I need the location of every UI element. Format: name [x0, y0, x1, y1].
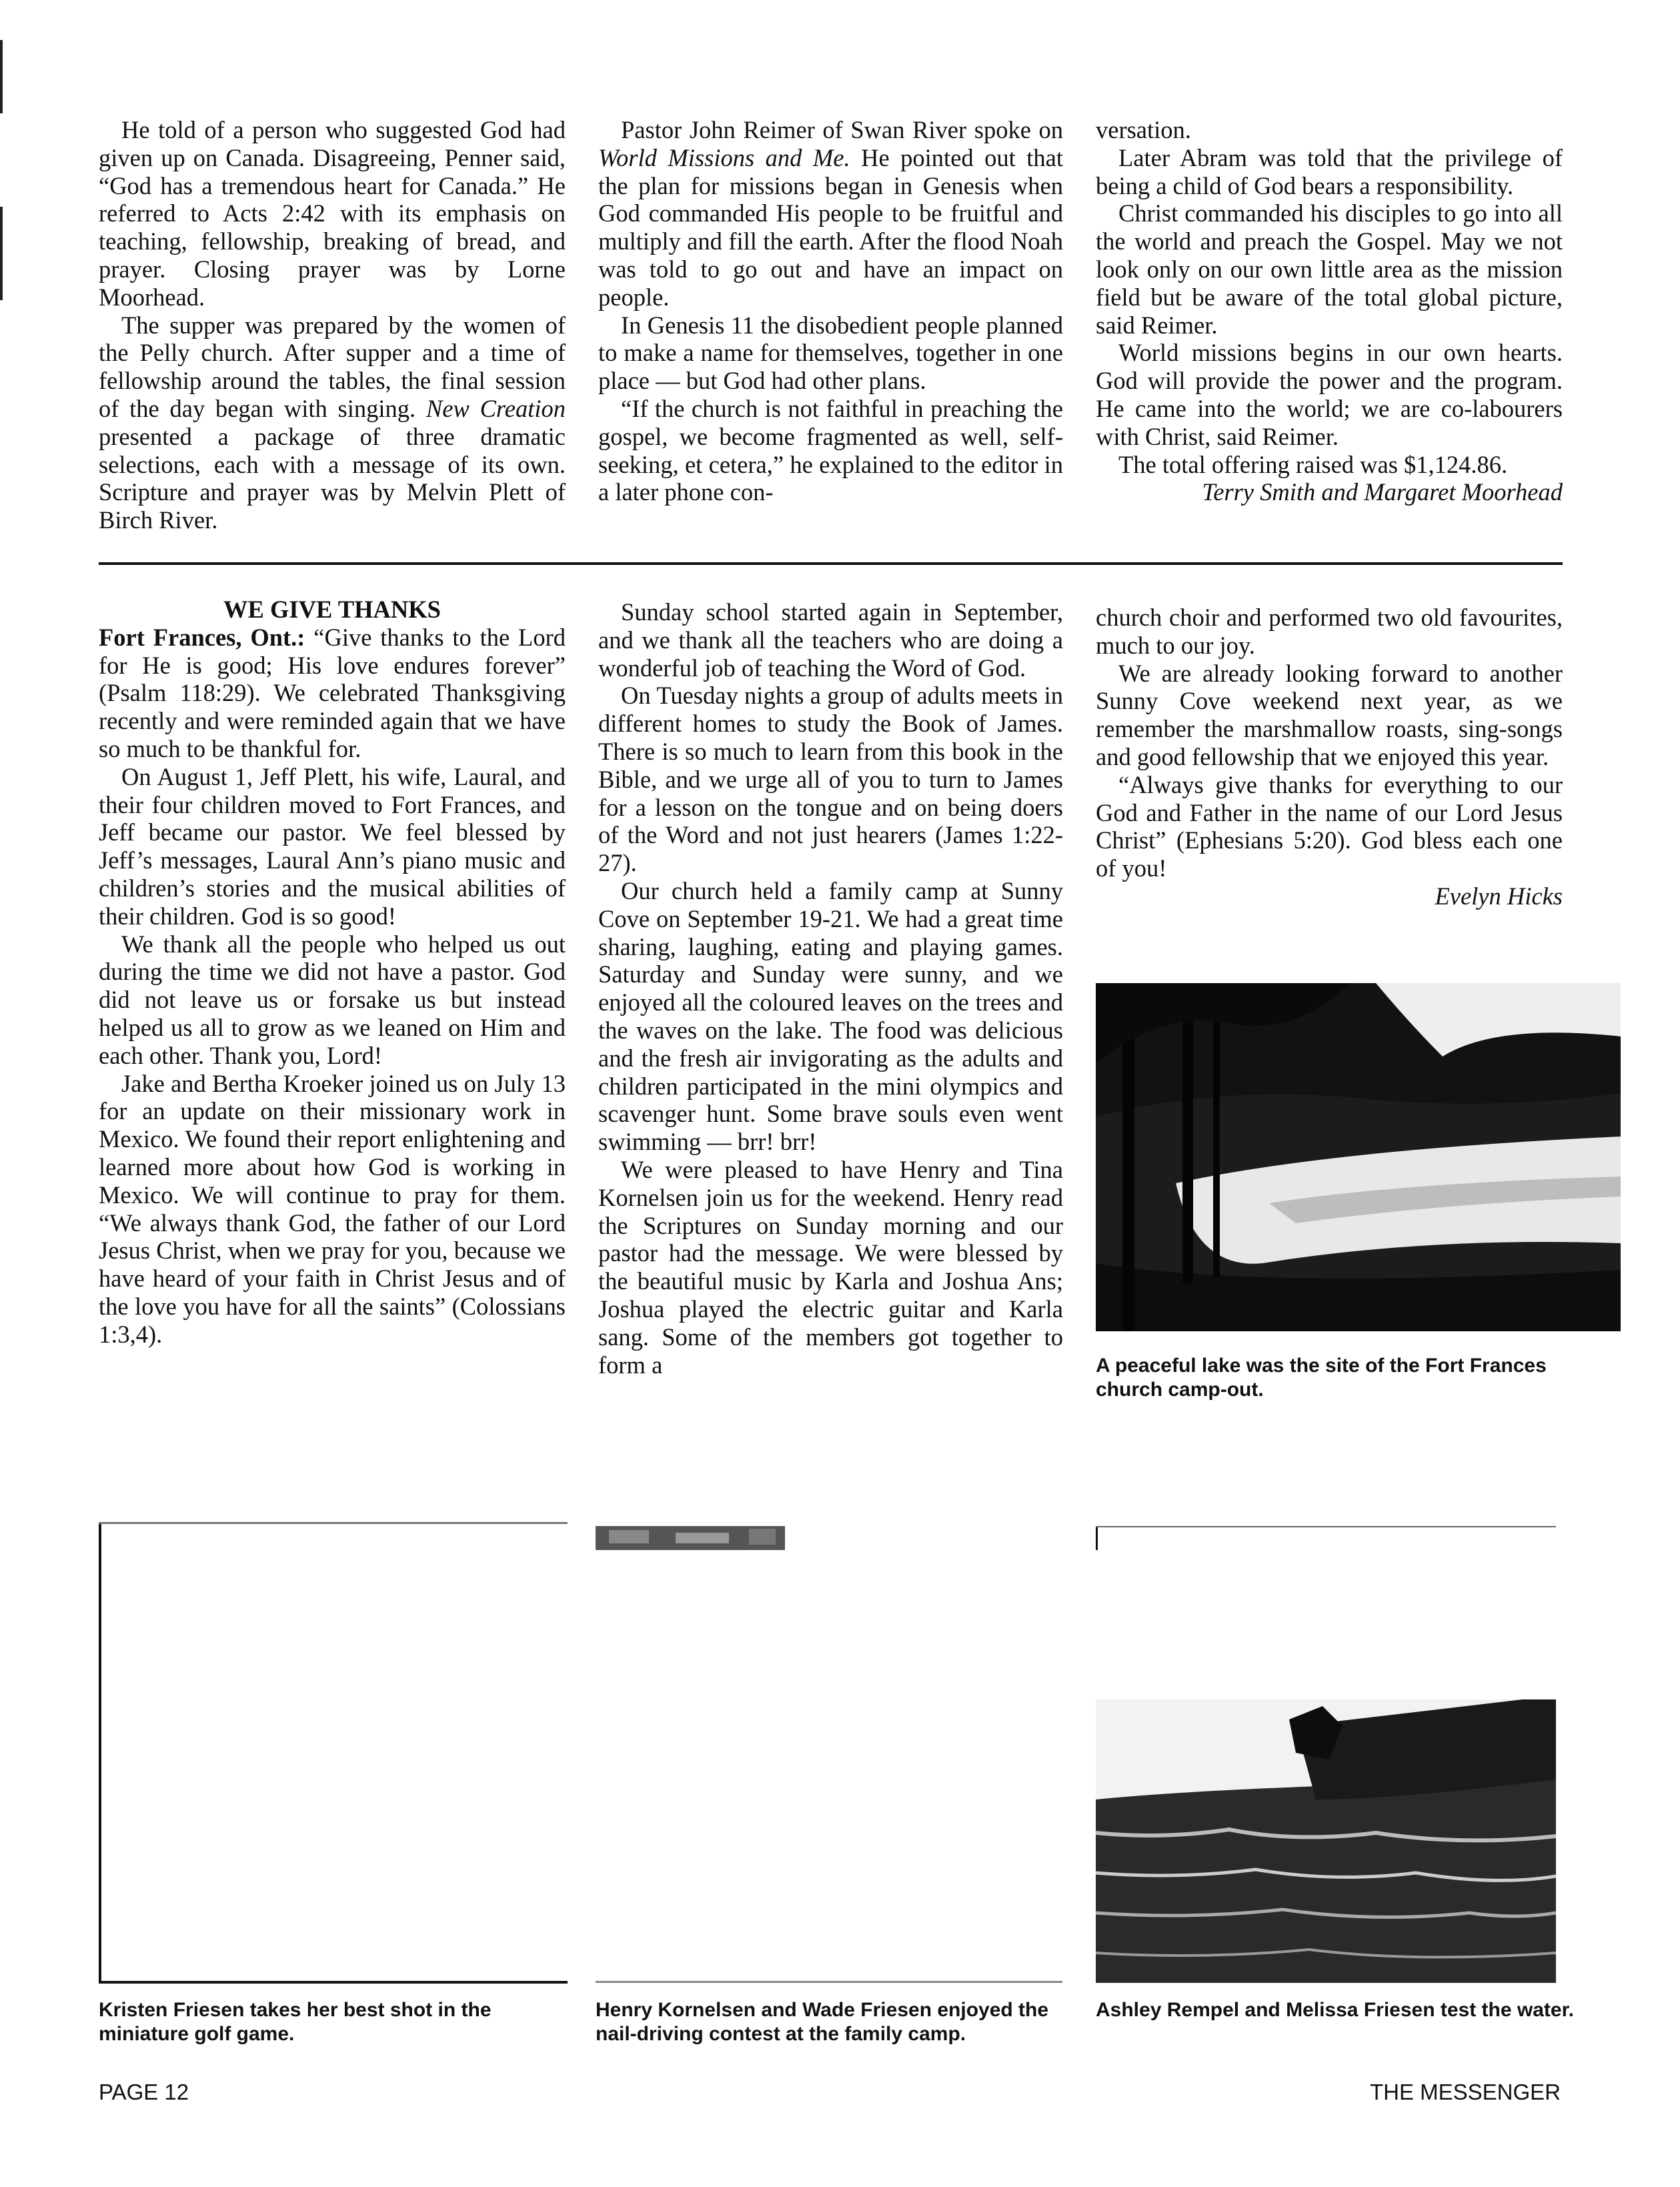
nail-photo-frame-bottom — [596, 1981, 1062, 1983]
paragraph: We thank all the people who helped us out during the time we did not have a pastor. God did not leave us or forsake us but instead helped us all to grow as we leaned on Him and each other. Thank you, Lord! — [99, 930, 566, 1069]
byline: Evelyn Hicks — [1435, 882, 1563, 910]
byline: Terry Smith and Margaret Moorhead — [1202, 478, 1563, 506]
paragraph: Christ commanded his disciples to go into all the world and preach the Gospel. May we not look only on our own little area as the mission field but be aware of the total global picture, said Reimer. — [1096, 199, 1563, 339]
paragraph: We are already looking forward to another Sunny Cove weekend next year, as we remember the marshmallow roasts, sing-songs and good fellowship that we enjoyed this year. — [1096, 659, 1563, 770]
nail-caption: Henry Kornelsen and Wade Friesen enjoyed the nail-driving contest at the family camp. — [596, 1999, 1049, 2045]
paragraph: The total offering raised was $1,124.86. — [1118, 450, 1508, 478]
golf-caption: Kristen Friesen takes her best shot in the miniature golf game. — [99, 1999, 492, 2045]
article-column-3 — [1096, 604, 1563, 910]
water-photo-image — [1096, 1699, 1556, 1983]
nail-photo-strip-image — [596, 1526, 785, 1550]
lake-caption: A peaceful lake was the site of the Fort Frances church camp-out. — [1096, 1355, 1547, 1401]
paragraph: Sunday school started again in September, and we thank all the teachers who are doing a wonderful job of teaching the Word of God. — [598, 598, 1063, 682]
water-caption: Ashley Rempel and Melissa Friesen test the water. — [1096, 1999, 1574, 2021]
section-divider — [99, 562, 1563, 565]
article-heading: WE GIVE THANKS — [223, 596, 441, 623]
paragraph: Our church held a family camp at Sunny Cove on September 19-21. We had a great time sharing, laughing, eating and playing games. Saturday and Sunday were sunny, and we enjoyed all the coloured leaves on the trees and the waves on the lake. The food was delicious and the fresh air invigorating as the adults and children participated in the mini olympics and scavenger hunt. Some brave souls even went swimming — brr! brr! — [598, 876, 1063, 1156]
margin-mark — [0, 40, 3, 113]
paragraph: World missions begins in our own hearts. God will provide the power and the program. He came into the world; we are co-labourers with Christ, said Reimer. — [1096, 339, 1563, 450]
article-column-1 — [99, 596, 566, 1349]
lake-photo-image — [1096, 983, 1621, 1331]
paragraph: versation. — [1096, 116, 1191, 143]
article-column-2 — [598, 598, 1063, 1379]
lake-photo — [1096, 983, 1621, 1331]
paragraph: Pastor John Reimer of Swan River spoke on World Missions and Me. He pointed out that the plan for missions began in Genesis when God commanded His people to be fruitful and multiply and fill the earth. After the flood Noah was told to go out and have an impact on people. — [598, 116, 1063, 311]
margin-mark — [0, 207, 3, 300]
talk-title: World Missions and Me. — [598, 143, 850, 171]
paragraph: On August 1, Jeff Plett, his wife, Laural, and their four children moved to Fort Frances, and Jeff became our pastor. We feel blessed by Jeff’s messages, Laural Ann’s piano music and children’s stories and the musical abilities of their children. God is so good! — [99, 762, 566, 930]
paragraph: The supper was prepared by the women of the Pelly church. After supper and a time of fellowship around the tables, the final session of the day began with singing. New Creation presented a package of three dramatic selections, each with a message of its own. Scripture and prayer was by Melvin Plett of Birch River. — [99, 311, 566, 534]
water-photo — [1096, 1699, 1556, 1983]
golf-photo-frame-top — [99, 1522, 568, 1524]
paragraph: church choir and performed two old favourites, much to our joy. — [1096, 604, 1563, 659]
paragraph: “If the church is not faithful in preaching the gospel, we become fragmented as well, self-seeking, et cetera,” he explained to the editor in a later phone con- — [598, 394, 1063, 506]
golf-photo-frame-left — [99, 1522, 101, 1984]
publication-name: THE MESSENGER — [1369, 2080, 1561, 2104]
program-title: New Creation — [426, 394, 566, 422]
golf-photo-frame-bottom — [99, 1981, 568, 1984]
top-column-3 — [1096, 116, 1563, 506]
top-column-1 — [99, 116, 566, 534]
paragraph: Later Abram was told that the privilege of being a child of God bears a responsibility. — [1096, 143, 1563, 199]
paragraph: In Genesis 11 the disobedient people planned to make a name for themselves, together in one place — but God had other plans. — [598, 311, 1063, 395]
paragraph: On Tuesday nights a group of adults meets in different homes to study the Book of James. There is so much to learn from this book in the Bible, and we urge all of you to turn to James for a lesson on the tongue and on being doers of the Word and not just hearers (James 1:22-27). — [598, 682, 1063, 877]
dateline: Fort Frances, Ont.: — [99, 623, 305, 651]
water-photo-frame-left — [1096, 1526, 1098, 1550]
paragraph: “Always give thanks for everything to our God and Father in the name of our Lord Jesus Christ” (Ephesians 5:20). God bless each one of you! — [1096, 770, 1563, 882]
nail-photo-strip — [596, 1526, 785, 1550]
paragraph: He told of a person who suggested God had given up on Canada. Disagreeing, Penner said, “God has a tremendous heart for Canada.” He referred to Acts 2:42 with its emphasis on teaching, fellowship, breaking of bread, and prayer. Closing prayer was by Lorne Moorhead. — [99, 116, 566, 311]
paragraph: Jake and Bertha Kroeker joined us on July 13 for an update on their missionary work in Mexico. We found their report enlightening and learned more about how God is working in Mexico. We will continue to pray for them. “We always thank God, the father of our Lord Jesus Christ, when we pray for you, because we have heard of your faith in Christ Jesus and of the love you have for all the saints” (Colossians 1:3,4). — [99, 1069, 566, 1348]
paragraph: Fort Frances, Ont.: “Give thanks to the Lord for He is good; His love endures forever” (Psalm 118:29). We celebrated Thanksgiving recently and were reminded again that we have so much to be thankful for. — [99, 623, 566, 762]
water-photo-frame-top — [1096, 1526, 1556, 1527]
page-number: PAGE 12 — [99, 2080, 189, 2104]
paragraph: We were pleased to have Henry and Tina Kornelsen join us for the weekend. Henry read the Scriptures on Sunday morning and our pastor had the message. We were blessed by the beautiful music by Karla and Joshua Ans; Joshua played the electric guitar and Karla sang. Some of the members got together to form a — [598, 1155, 1063, 1379]
top-column-2 — [598, 116, 1063, 506]
